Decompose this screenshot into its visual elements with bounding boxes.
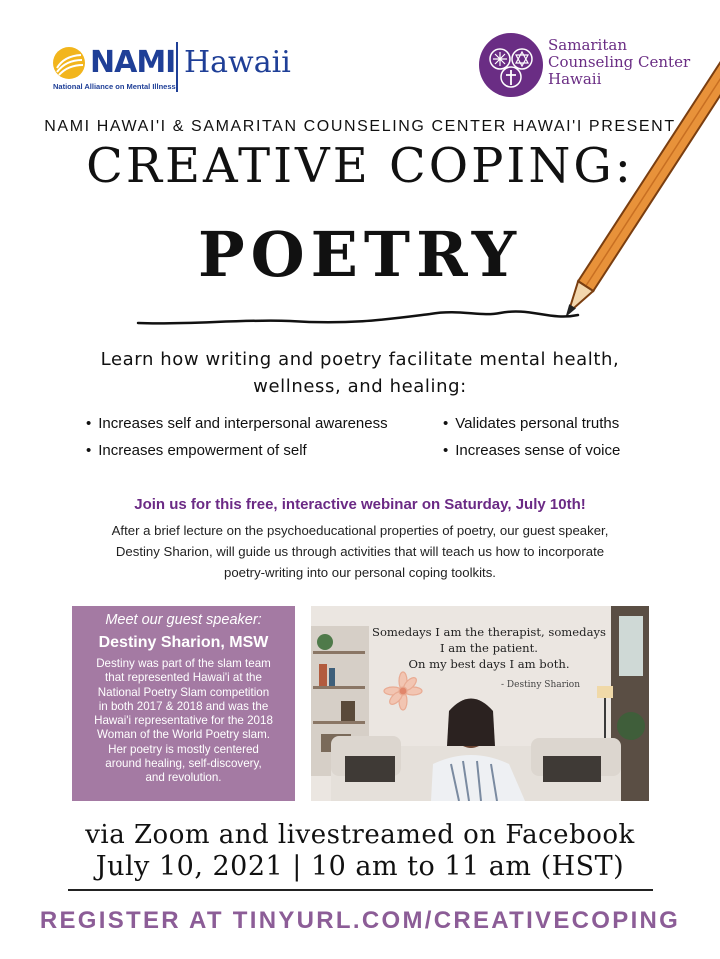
event-datetime: July 10, 2021 | 10 am to 11 am (HST) bbox=[95, 851, 625, 882]
benefit-item: • Increases sense of voice bbox=[443, 442, 620, 459]
nami-tagline: National Alliance on Mental Illness bbox=[53, 82, 176, 91]
presenters-line: NAMI HAWAI'I & SAMARITAN COUNSELING CENTER HAWAI'I PRESENT bbox=[44, 118, 676, 135]
join-webinar-text: Join us for this free, interactive webinar on Saturday, July 10th! bbox=[134, 496, 586, 513]
event-description: After a brief lecture on the psychoeducational properties of poetry, our guest speaker, Destiny Sharion, will guide us through activities that will teach us how to incorporate poetry-writing into our personal coping toolkits. bbox=[111, 523, 609, 580]
guest-speaker-card bbox=[72, 606, 295, 801]
nami-wordmark: NAMI bbox=[90, 45, 176, 80]
title-creative-coping: CREATIVE COPING: bbox=[86, 138, 634, 194]
nami-region: Hawaii bbox=[184, 45, 291, 80]
register-link[interactable]: REGISTER AT TINYURL.COM/CREATIVECOPING bbox=[39, 907, 681, 934]
quote-author: - Destiny Sharion bbox=[501, 680, 581, 690]
benefit-item: • Increases self and interpersonal awareness bbox=[86, 415, 388, 432]
samaritan-wordmark: Samaritan Counseling Center Hawaii bbox=[548, 36, 691, 88]
benefit-item: • Increases empowerment of self bbox=[86, 442, 307, 459]
pencil-stroke-line bbox=[130, 295, 590, 335]
title-poetry: POETRY bbox=[198, 218, 522, 291]
divider-rule bbox=[68, 889, 653, 891]
speaker-intro-label: Meet our guest speaker: bbox=[105, 612, 262, 628]
photo-quote: Somedays I am the therapist, somedays I am the patient. On my best days I am both. bbox=[372, 625, 606, 671]
nami-sunburst-icon bbox=[52, 46, 86, 80]
logo-divider bbox=[176, 42, 178, 92]
speaker-bio: Destiny was part of the slam team that represented Hawai'i at the National Poetry Slam competition in both 2017 & 2018 and was the Hawai'i representative for the 2018 Woman of the World Poetry slam. Her poetry is mostly centered around healing, self-discovery, and revolution. bbox=[94, 657, 273, 785]
benefit-item: • Validates personal truths bbox=[443, 415, 619, 432]
intro-text: Learn how writing and poetry facilitate mental health, wellness, and healing: bbox=[100, 349, 620, 397]
venue-line: via Zoom and livestreamed on Facebook bbox=[85, 820, 635, 850]
nami-hawaii-logo bbox=[52, 38, 322, 98]
speaker-name: Destiny Sharion, MSW bbox=[98, 634, 269, 651]
speaker-photo bbox=[311, 606, 649, 801]
